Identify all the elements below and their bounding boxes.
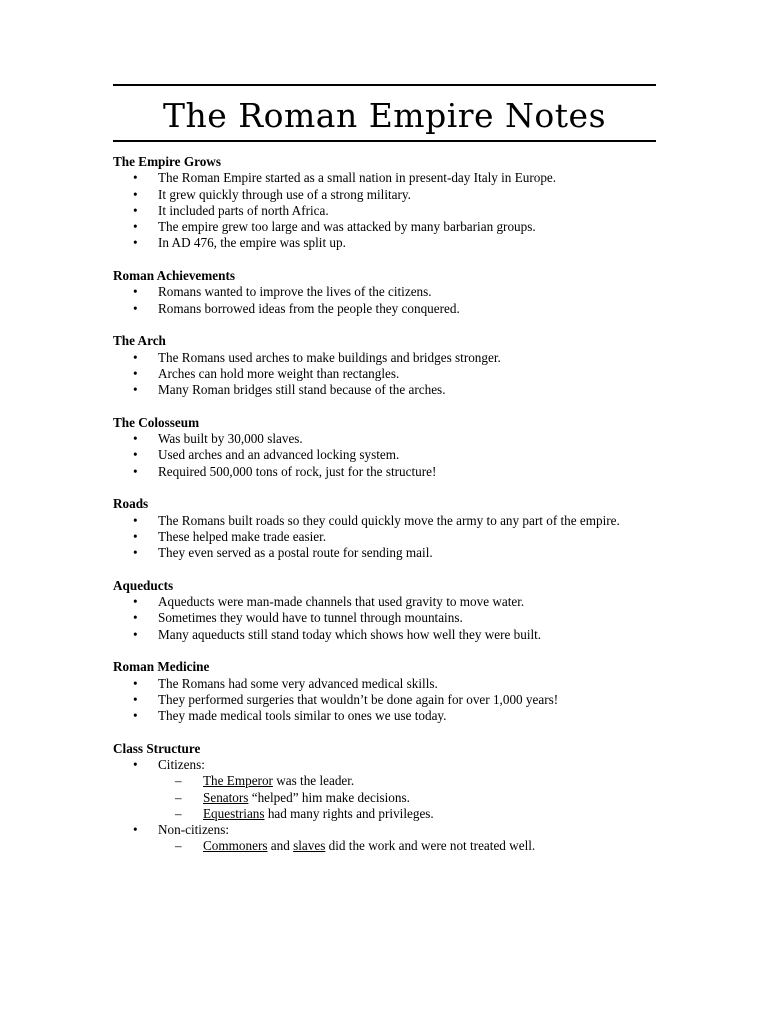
list-item (113, 366, 653, 382)
sub-item-text: was the leader. (272, 773, 355, 789)
term-senators: Senators (203, 789, 249, 805)
title-banner (113, 84, 656, 142)
bullet-icon: • (133, 691, 138, 707)
bullet-icon: • (133, 512, 138, 528)
dash-icon: – (175, 773, 182, 789)
bullet-icon: • (133, 300, 138, 316)
item-text: Many aqueducts still stand today which shows how well they were built. (158, 626, 542, 642)
sub-item-emperor (113, 773, 653, 789)
bullet-icon: • (133, 545, 138, 561)
section-heading: The Colosseum (113, 414, 200, 430)
page-title: The Roman Empire Notes (162, 95, 607, 135)
bullet-icon: • (133, 365, 138, 381)
item-text: These helped make trade easier. (158, 528, 327, 544)
list-item (113, 676, 653, 692)
bullet-icon: • (133, 626, 138, 642)
item-text: Citizens: (158, 756, 205, 772)
term-commoners: Commoners (203, 838, 268, 854)
dash-list (113, 773, 653, 822)
list-item (113, 447, 653, 463)
item-text: Required 500,000 tons of rock, just for the structure! (158, 463, 437, 479)
list-item-noncitizens (113, 822, 653, 838)
list-item (113, 203, 653, 219)
bullet-icon: • (133, 594, 138, 610)
list-item-citizens (113, 757, 653, 773)
bullet-list (113, 350, 653, 399)
section-empire-grows (113, 154, 653, 252)
list-item (113, 529, 653, 545)
bullet-icon: • (133, 675, 138, 691)
term-slaves: slaves (293, 838, 326, 854)
section-heading: Roman Medicine (113, 659, 210, 675)
section-the-arch (113, 333, 653, 398)
bullet-icon: • (133, 447, 138, 463)
item-text: The Romans had some very advanced medical skills. (158, 675, 438, 691)
bullet-list (113, 431, 653, 480)
bullet-icon: • (133, 528, 138, 544)
item-text: They performed surgeries that wouldn’t be done again for over 1,000 years! (158, 691, 559, 707)
bullet-icon: • (133, 756, 138, 772)
bullet-icon: • (133, 822, 138, 838)
bullet-list (113, 284, 653, 317)
sub-item-text: and (267, 838, 294, 854)
list-item (113, 170, 653, 186)
item-text: They made medical tools similar to ones we use today. (158, 708, 447, 724)
bullet-icon: • (133, 349, 138, 365)
item-text: Was built by 30,000 slaves. (158, 431, 303, 447)
bullet-icon: • (133, 186, 138, 202)
bullet-list (113, 822, 653, 838)
bullet-list (113, 594, 653, 643)
sub-item-text: “helped” him make decisions. (248, 789, 410, 805)
list-item (113, 219, 653, 235)
list-item (113, 594, 653, 610)
sub-item-commoners (113, 838, 653, 854)
term-emperor: The Emperor (203, 773, 273, 789)
sub-item-senators (113, 790, 653, 806)
bullet-icon: • (133, 382, 138, 398)
list-item (113, 350, 653, 366)
section-roman-medicine (113, 659, 653, 724)
section-heading: Roman Achievements (113, 268, 235, 284)
sub-item-equestrians (113, 806, 653, 822)
item-text: Arches can hold more weight than rectangles. (158, 365, 400, 381)
section-heading: The Empire Grows (113, 154, 221, 169)
list-item (113, 382, 653, 398)
item-text: Sometimes they would have to tunnel through mountains. (158, 610, 463, 626)
dash-list (113, 838, 653, 854)
item-text: The Romans used arches to make buildings and bridges stronger. (158, 349, 501, 365)
bullet-icon: • (133, 170, 138, 186)
item-text: They even served as a postal route for sending mail. (158, 545, 433, 561)
item-text: The Romans built roads so they could quickly move the army to any part of the empire. (158, 512, 620, 528)
bullet-icon: • (133, 463, 138, 479)
dash-icon: – (175, 805, 182, 821)
item-text: It included parts of north Africa. (158, 202, 329, 218)
bullet-list (113, 513, 653, 562)
bullet-icon: • (133, 219, 138, 235)
list-item (113, 235, 653, 251)
item-text: Romans borrowed ideas from the people they conquered. (158, 300, 460, 316)
section-heading: Aqueducts (113, 577, 174, 593)
item-text: In AD 476, the empire was split up. (158, 235, 346, 251)
list-item (113, 708, 653, 724)
bullet-list (113, 757, 653, 773)
list-item (113, 187, 653, 203)
list-item (113, 284, 653, 300)
section-class-structure (113, 741, 653, 855)
section-roads (113, 496, 653, 561)
notes-content (113, 154, 653, 871)
section-heading: Roads (113, 496, 149, 512)
list-item (113, 545, 653, 561)
term-equestrians: Equestrians (203, 805, 265, 821)
item-text: It grew quickly through use of a strong military. (158, 186, 411, 202)
bullet-icon: • (133, 431, 138, 447)
sub-item-text: did the work and were not treated well. (325, 838, 536, 854)
bullet-icon: • (133, 202, 138, 218)
item-text: Non-citizens: (158, 822, 230, 838)
list-item (113, 610, 653, 626)
item-text: Used arches and an advanced locking system. (158, 447, 400, 463)
item-text: Romans wanted to improve the lives of the citizens. (158, 284, 432, 300)
list-item (113, 692, 653, 708)
bullet-icon: • (133, 610, 138, 626)
section-heading: The Arch (113, 333, 166, 349)
bullet-icon: • (133, 235, 138, 251)
item-text: The Roman Empire started as a small nation in present-day Italy in Europe. (158, 170, 557, 186)
bullet-icon: • (133, 708, 138, 724)
section-roman-achievements (113, 268, 653, 317)
list-item (113, 431, 653, 447)
dash-icon: – (175, 789, 182, 805)
section-aqueducts (113, 578, 653, 643)
bullet-icon: • (133, 284, 138, 300)
item-text: Many Roman bridges still stand because of the arches. (158, 382, 446, 398)
section-heading: Class Structure (113, 740, 201, 756)
section-the-colosseum (113, 415, 653, 480)
item-text: Aqueducts were man-made channels that used gravity to move water. (158, 594, 525, 610)
bullet-list (113, 170, 653, 251)
list-item (113, 464, 653, 480)
dash-icon: – (175, 838, 182, 854)
list-item (113, 627, 653, 643)
list-item (113, 301, 653, 317)
bullet-list (113, 676, 653, 725)
sub-item-text: had many rights and privileges. (264, 805, 434, 821)
list-item (113, 513, 653, 529)
item-text: The empire grew too large and was attacked by many barbarian groups. (158, 219, 536, 235)
